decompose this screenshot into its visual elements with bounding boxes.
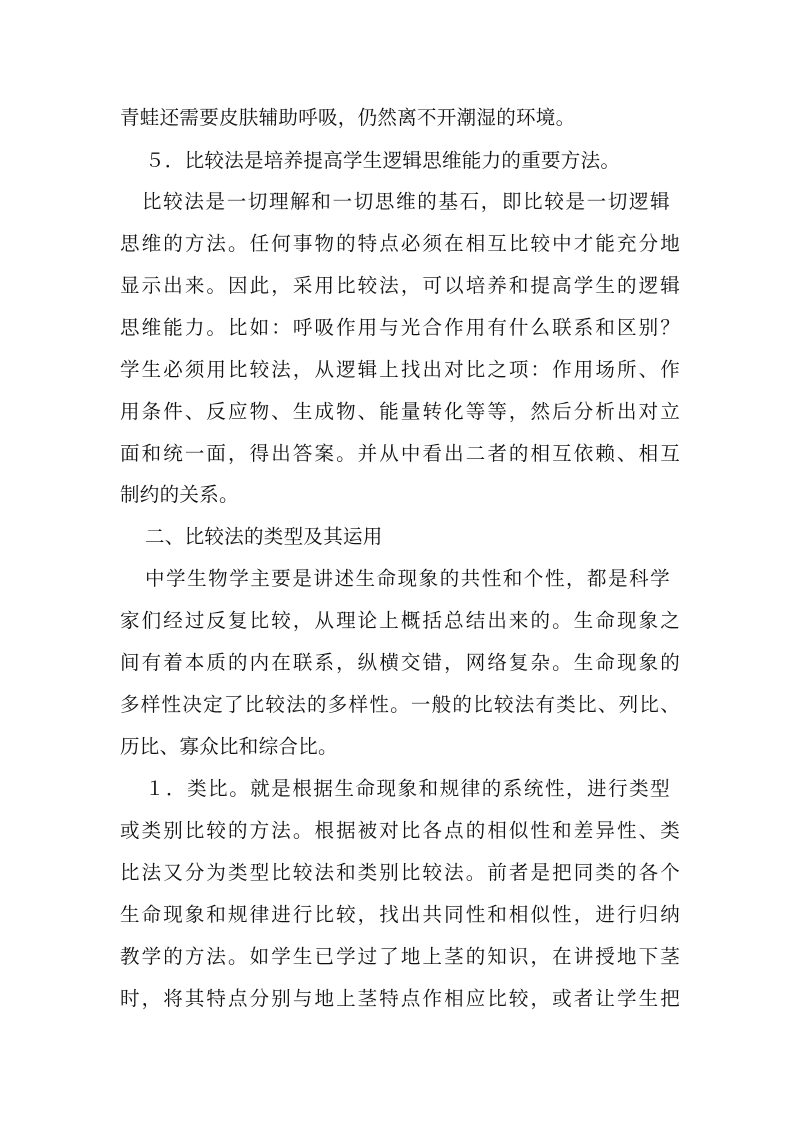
text-line-6: 思维能力。比如：呼吸作用与光合作用有什么联系和区别？: [120, 316, 680, 339]
text-line-19: 比法又分为类型比较法和类别比较法。前者是把同类的各个: [120, 861, 680, 884]
text-line-13: 家们经过反复比较，从理论上概括总结出来的。生命现象之: [120, 609, 680, 632]
text-line-4: 思维的方法。任何事物的特点必须在相互比较中才能充分地: [120, 232, 680, 255]
text-line-5: 显示出来。因此，采用比较法，可以培养和提高学生的逻辑: [120, 274, 680, 297]
text-line-18: 或类别比较的方法。根据被对比各点的相似性和差异性、类: [120, 819, 680, 842]
text-line-16: 历比、寡众比和综合比。: [120, 735, 338, 758]
text-line-3: 比较法是一切理解和一切思维的基石，即比较是一切逻辑: [142, 190, 670, 213]
text-line-17: １．类比。就是根据生命现象和规律的系统性，进行类型: [145, 777, 670, 800]
section-heading: 二、比较法的类型及其运用: [145, 525, 383, 548]
text-line-10: 制约的关系。: [120, 483, 239, 506]
text-line-2: ５．比较法是培养提高学生逻辑思维能力的重要方法。: [145, 149, 621, 172]
text-line-20: 生命现象和规律进行比较，找出共同性和相似性，进行归纳: [120, 903, 680, 926]
text-line-14: 间有着本质的内在联系，纵横交错，网络复杂。生命现象的: [120, 651, 680, 674]
text-line-8: 用条件、反应物、生成物、能量转化等等，然后分析出对立: [120, 400, 680, 423]
text-line-7: 学生必须用比较法，从逻辑上找出对比之项：作用场所、作: [120, 358, 680, 381]
text-line-9: 面和统一面，得出答案。并从中看出二者的相互依赖、相互: [120, 442, 680, 465]
text-line-22: 时，将其特点分别与地上茎特点作相应比较，或者让学生把: [120, 987, 680, 1010]
text-line-21: 教学的方法。如学生已学过了地上茎的知识，在讲授地下茎: [120, 945, 680, 968]
text-line-1: 青蛙还需要皮肤辅助呼吸，仍然离不开潮湿的环境。: [120, 106, 576, 129]
text-line-15: 多样性决定了比较法的多样性。一般的比较法有类比、列比、: [120, 693, 680, 716]
text-line-12: 中学生物学主要是讲述生命现象的共性和个性，都是科学: [145, 567, 670, 590]
